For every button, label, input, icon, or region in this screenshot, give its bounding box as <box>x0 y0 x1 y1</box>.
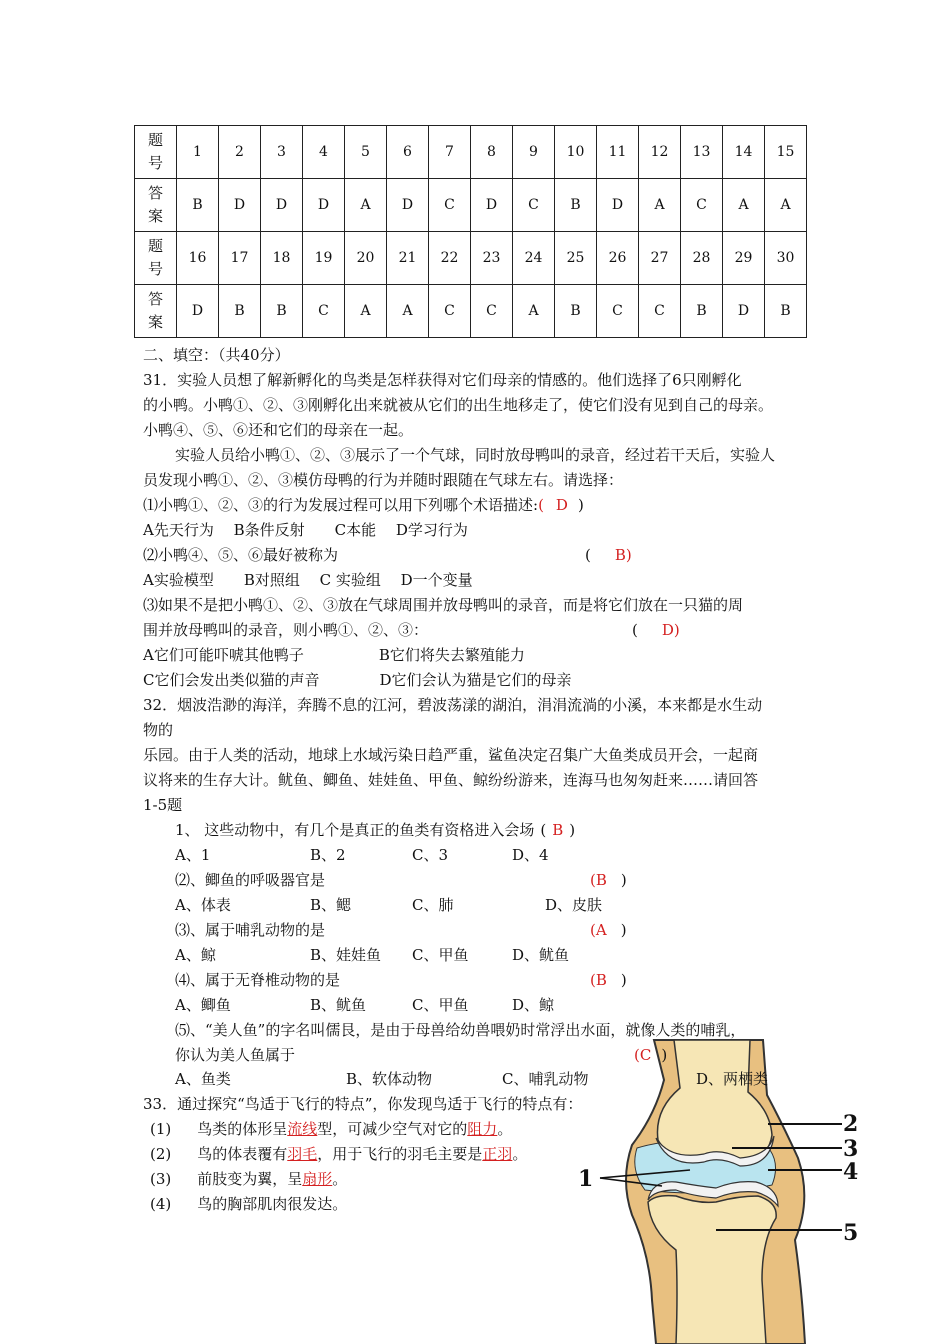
label-1: 1 <box>578 1166 594 1192</box>
row-header: 题 号 <box>135 232 177 285</box>
q31-intro: 实验人员给小鸭①、②、③展示了一个气球，同时放母鸭叫的录音，经过若干天后，实验人 <box>175 446 776 464</box>
table-cell: 4 <box>303 126 345 179</box>
label-2: 2 <box>843 1111 859 1137</box>
table-cell: 18 <box>261 232 303 285</box>
table-cell: 17 <box>219 232 261 285</box>
q32-intro: 1-5题 <box>143 796 183 814</box>
table-row <box>135 126 807 179</box>
q32-sub3-opt-b: B、娃娃鱼 <box>310 946 382 964</box>
q32-sub1-opt-d: D、4 <box>512 846 549 864</box>
table-cell: B <box>555 285 597 338</box>
q32-sub3: ⑶、属于哺乳动物的是 <box>175 921 326 939</box>
table-row <box>135 232 807 285</box>
table-cell: D <box>177 285 219 338</box>
q32-sub2: ⑵、鲫鱼的呼吸器官是 <box>175 871 326 889</box>
table-cell: A <box>513 285 555 338</box>
table-cell: B <box>177 179 219 232</box>
table-cell: C <box>471 285 513 338</box>
q32-sub4: ⑷、属于无脊椎动物的是 <box>175 971 341 989</box>
q32-sub4-answer: (B ) <box>590 971 627 989</box>
answer-table <box>134 125 807 338</box>
table-cell: C <box>597 285 639 338</box>
table-cell: C <box>639 285 681 338</box>
table-cell: 2 <box>219 126 261 179</box>
table-row <box>135 285 807 338</box>
q32-sub5-opt-c: C、哺乳动物 <box>502 1070 589 1088</box>
q32-intro: 32．烟波浩渺的海洋，奔腾不息的江河，碧波荡漾的湖泊，涓涓流淌的小溪，本来都是水生动 <box>143 696 763 714</box>
table-cell: B <box>555 179 597 232</box>
q31-intro: 31．实验人员想了解新孵化的鸟类是怎样获得对它们母亲的情感的。他们选择了6只刚孵化 <box>143 371 742 389</box>
table-cell: B <box>219 285 261 338</box>
table-cell: C <box>429 179 471 232</box>
table-cell: 28 <box>681 232 723 285</box>
table-cell: D <box>303 179 345 232</box>
table-cell: 19 <box>303 232 345 285</box>
table-cell: A <box>765 179 807 232</box>
q32-sub2-answer: (B ) <box>590 871 627 889</box>
q32-sub2-opt-d: D、皮肤 <box>545 896 603 914</box>
table-cell: 3 <box>261 126 303 179</box>
table-cell: A <box>639 179 681 232</box>
q32-sub4-opt-b: B、鱿鱼 <box>310 996 367 1014</box>
q31-sub3: 围并放母鸭叫的录音，则小鸭①、②、③： <box>143 621 429 639</box>
q32-sub5: 你认为美人鱼属于 <box>175 1046 296 1064</box>
q32-sub5-answer: (C ) <box>634 1046 668 1064</box>
q31-sub1: ⑴小鸭①、②、③的行为发展过程可以用下列哪个术语描述:( D ) <box>143 496 584 514</box>
table-cell: 10 <box>555 126 597 179</box>
table-cell: C <box>303 285 345 338</box>
table-cell: B <box>681 285 723 338</box>
q32-sub1-answer: B <box>552 821 564 839</box>
q31-sub2: ⑵小鸭④、⑤、⑥最好被称为 <box>143 546 339 564</box>
table-cell: D <box>471 179 513 232</box>
section-title: 二、填空：（共40分） <box>143 346 290 364</box>
q31-intro: 小鸭④、⑤、⑥还和它们的母亲在一起。 <box>143 421 414 439</box>
table-cell: D <box>261 179 303 232</box>
q33-item-2: (2) 鸟的体表覆有羽毛，用于飞行的羽毛主要是正羽。 <box>150 1145 528 1163</box>
table-row <box>135 179 807 232</box>
q32-sub2-opt-b: B、鳃 <box>310 896 352 914</box>
q31-intro: 的小鸭。小鸭①、②、③刚孵化出来就被从它们的出生地移走了，使它们没有见到自己的母亲。 <box>143 396 774 414</box>
table-cell: 22 <box>429 232 471 285</box>
table-cell: 16 <box>177 232 219 285</box>
table-cell: D <box>387 179 429 232</box>
q33-item-1: (1) 鸟类的体形呈流线型，可减少空气对它的阻力。 <box>150 1120 513 1138</box>
q33-item-4: (4) 鸟的胸部肌肉很发达。 <box>150 1195 348 1213</box>
table-cell: 25 <box>555 232 597 285</box>
table-cell: 7 <box>429 126 471 179</box>
table-cell: B <box>765 285 807 338</box>
table-cell: 15 <box>765 126 807 179</box>
q31-sub1-answer: D <box>555 496 568 514</box>
q32-intro: 物的 <box>143 721 174 739</box>
q31-sub2-options: A实验模型 B对照组 C 实验组 D一个变量 <box>143 571 473 589</box>
q33-item-3: (3) 前肢变为翼，呈扇形。 <box>150 1170 348 1188</box>
table-cell: 27 <box>639 232 681 285</box>
table-cell: 29 <box>723 232 765 285</box>
q32-sub4-opt-c: C、甲鱼 <box>412 996 469 1014</box>
q32-sub3-answer: (A ) <box>590 921 627 939</box>
q31-sub1-options: A先天行为 B条件反射 C本能 D学习行为 <box>143 521 468 539</box>
row-header: 题 号 <box>135 126 177 179</box>
table-cell: 5 <box>345 126 387 179</box>
table-cell: D <box>723 285 765 338</box>
table-cell: 21 <box>387 232 429 285</box>
q32-sub5: ⑸、“美人鱼”的字名叫儒艮，是由于母兽给幼兽喂奶时常浮出水面，就像人类的哺乳， <box>175 1021 746 1039</box>
q32-sub3-opt-c: C、甲鱼 <box>412 946 469 964</box>
q31-sub3-options: A它们可能吓唬其他鸭子 B它们将失去繁殖能力 <box>143 646 525 664</box>
q32-sub3-opt-a: A、鲸 <box>175 946 216 964</box>
q32-sub5-opt-d: D、两栖类 <box>696 1070 769 1088</box>
q32-sub1-opt-c: C、3 <box>412 846 449 864</box>
table-cell: 20 <box>345 232 387 285</box>
q32-sub5-opt-b: B、软体动物 <box>346 1070 433 1088</box>
table-cell: C <box>681 179 723 232</box>
q31-intro: 员发现小鸭①、②、③模仿母鸭的行为并随时跟随在气球左右。请选择： <box>143 471 624 489</box>
q31-sub3-answer: ( D) <box>632 621 680 639</box>
table-cell: 8 <box>471 126 513 179</box>
table-cell: 6 <box>387 126 429 179</box>
row-header: 答 案 <box>135 285 177 338</box>
table-cell: 26 <box>597 232 639 285</box>
table-cell: D <box>219 179 261 232</box>
row-header: 答 案 <box>135 179 177 232</box>
q32-intro: 乐园。由于人类的活动，地球上水域污染日趋严重，鲨鱼决定召集广大鱼类成员开会，一起商 <box>143 746 759 764</box>
table-cell: 13 <box>681 126 723 179</box>
label-5: 5 <box>843 1220 859 1246</box>
table-cell: C <box>429 285 471 338</box>
q32-sub2-opt-a: A、体表 <box>175 896 231 914</box>
q33-intro: 33．通过探究“鸟适于飞行的特点”，你发现鸟适于飞行的特点有： <box>143 1095 583 1113</box>
q32-intro: 议将来的生存大计。鱿鱼、鲫鱼、娃娃鱼、甲鱼、鲸纷纷游来，连海马也匆匆赶来……请回答 <box>143 771 759 789</box>
q31-sub1-answer-open: ( <box>538 496 544 514</box>
q31-sub3-options: C它们会发出类似猫的声音 D它们会认为猫是它们的母亲 <box>143 671 572 689</box>
table-cell: D <box>597 179 639 232</box>
q32-sub1: 1、 这些动物中，有几个是真正的鱼类有资格进入会场 ( B ) <box>175 821 576 839</box>
label-3: 3 <box>843 1136 859 1162</box>
q31-sub3: ⑶如果不是把小鸭①、②、③放在气球周围并放母鸭叫的录音，而是将它们放在一只猫的周 <box>143 596 744 614</box>
q32-sub2-opt-c: C、肺 <box>412 896 454 914</box>
table-cell: A <box>345 285 387 338</box>
q32-sub5-opt-a: A、鱼类 <box>175 1070 231 1088</box>
q32-sub1-opt-a: A、1 <box>175 846 211 864</box>
q32-sub4-opt-a: A、鲫鱼 <box>175 996 231 1014</box>
table-cell: 30 <box>765 232 807 285</box>
table-cell: 12 <box>639 126 681 179</box>
label-4: 4 <box>843 1159 859 1185</box>
table-cell: A <box>387 285 429 338</box>
q32-sub3-opt-d: D、鱿鱼 <box>512 946 570 964</box>
q32-sub1-opt-b: B、2 <box>310 846 346 864</box>
table-cell: B <box>261 285 303 338</box>
table-cell: A <box>723 179 765 232</box>
table-cell: C <box>513 179 555 232</box>
table-cell: A <box>345 179 387 232</box>
table-cell: 1 <box>177 126 219 179</box>
q32-sub4-opt-d: D、鲸 <box>512 996 555 1014</box>
table-cell: 24 <box>513 232 555 285</box>
table-cell: 11 <box>597 126 639 179</box>
table-cell: 23 <box>471 232 513 285</box>
table-cell: 9 <box>513 126 555 179</box>
table-cell: 14 <box>723 126 765 179</box>
q31-sub2-answer: ( B) <box>585 546 632 564</box>
